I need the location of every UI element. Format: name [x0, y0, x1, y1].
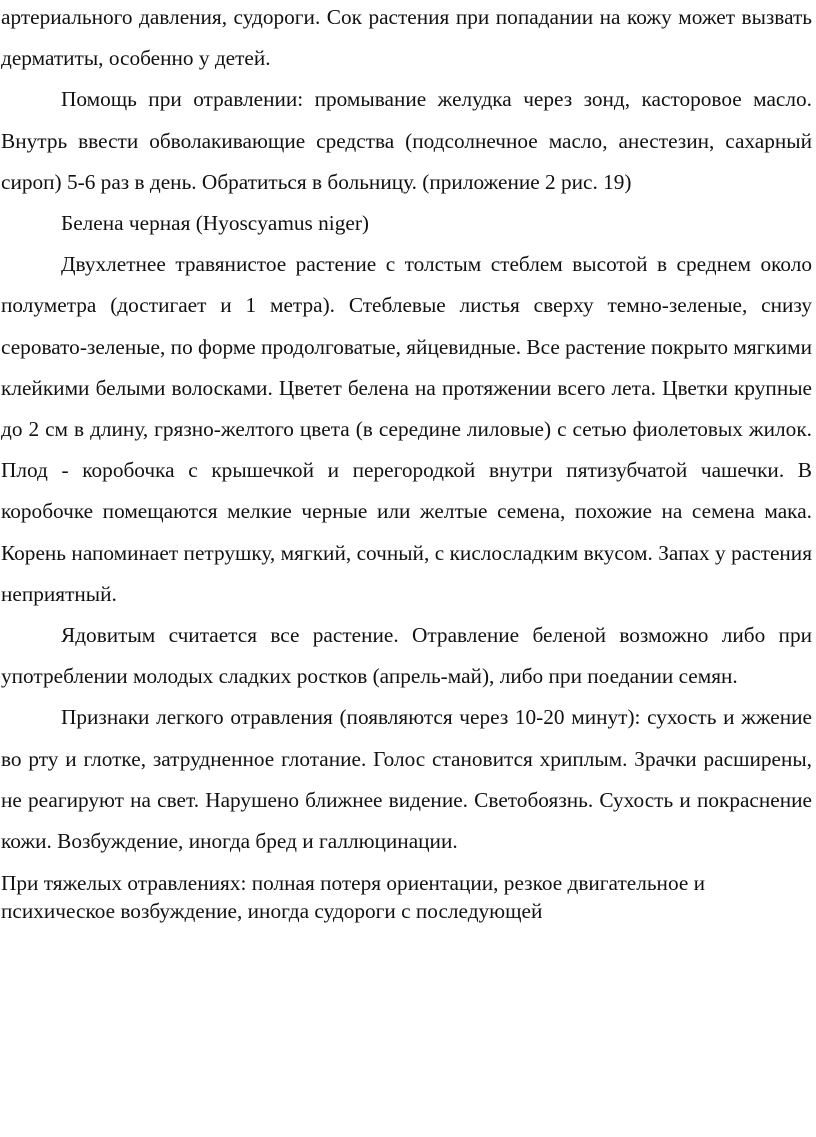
paragraph-description: Двухлетнее травянистое растение с толстым стеблем высотой в среднем около полуметра (достигает и 1 метра). Стеблевые листья сверху темно-зеленые, снизу серовато-зеленые, по форме продолговатые, яйцевидные. Все растение покрыто мягкими клейкими белыми волосками. Цветет белена на протяжении всего лета. Цветки крупные до 2 см в длину, грязно-желтого цвета (в середине лиловые) с сетью фиолетовых жилок. Плод - коробочка с крышечкой и перегородкой внутри пятизубчатой чашечки. В коробочке помещаются мелкие черные или желтые семена, похожие на семена мака. Корень напоминает петрушку, мягкий, сочный, с кислосладким вкусом. Запах у растения неприятный. [1, 252, 812, 606]
paragraph-first-aid: Помощь при отравлении: промывание желудка через зонд, касторовое масло. Внутрь ввести обволакивающие средства (подсолнечное масло, анестезин, сахарный сироп) 5-6 раз в день. Обратиться в больницу. (приложение 2 рис. 19) [1, 87, 812, 194]
paragraph-mild-symptoms: Признаки легкого отравления (появляются через 10-20 минут): сухость и жжение во рту и глотке, затрудненное глотание. Голос становится хриплым. Зрачки расширены, не реагируют на свет. Нарушено ближнее видение. Светобоязнь. Сухость и покраснение кожи. Возбуждение, иногда бред и галлюцинации. [1, 705, 812, 854]
paragraph-continuation: артериального давления, судороги. Сок растения при попадании на кожу может вызвать дерматиты, особенно у детей. [1, 5, 812, 71]
paragraph-toxicity: Ядовитым считается все растение. Отравление беленой возможно либо при употреблении молодых сладких ростков (апрель-май), либо при поедании семян. [1, 623, 812, 689]
section-heading-henbane: Белена черная (Hyoscyamus niger) [61, 211, 370, 236]
paragraph-severe-symptoms: При тяжелых отравлениях: полная потеря ориентации, резкое двигательное и психическое возбуждение, иногда судороги с последующей [1, 871, 706, 924]
